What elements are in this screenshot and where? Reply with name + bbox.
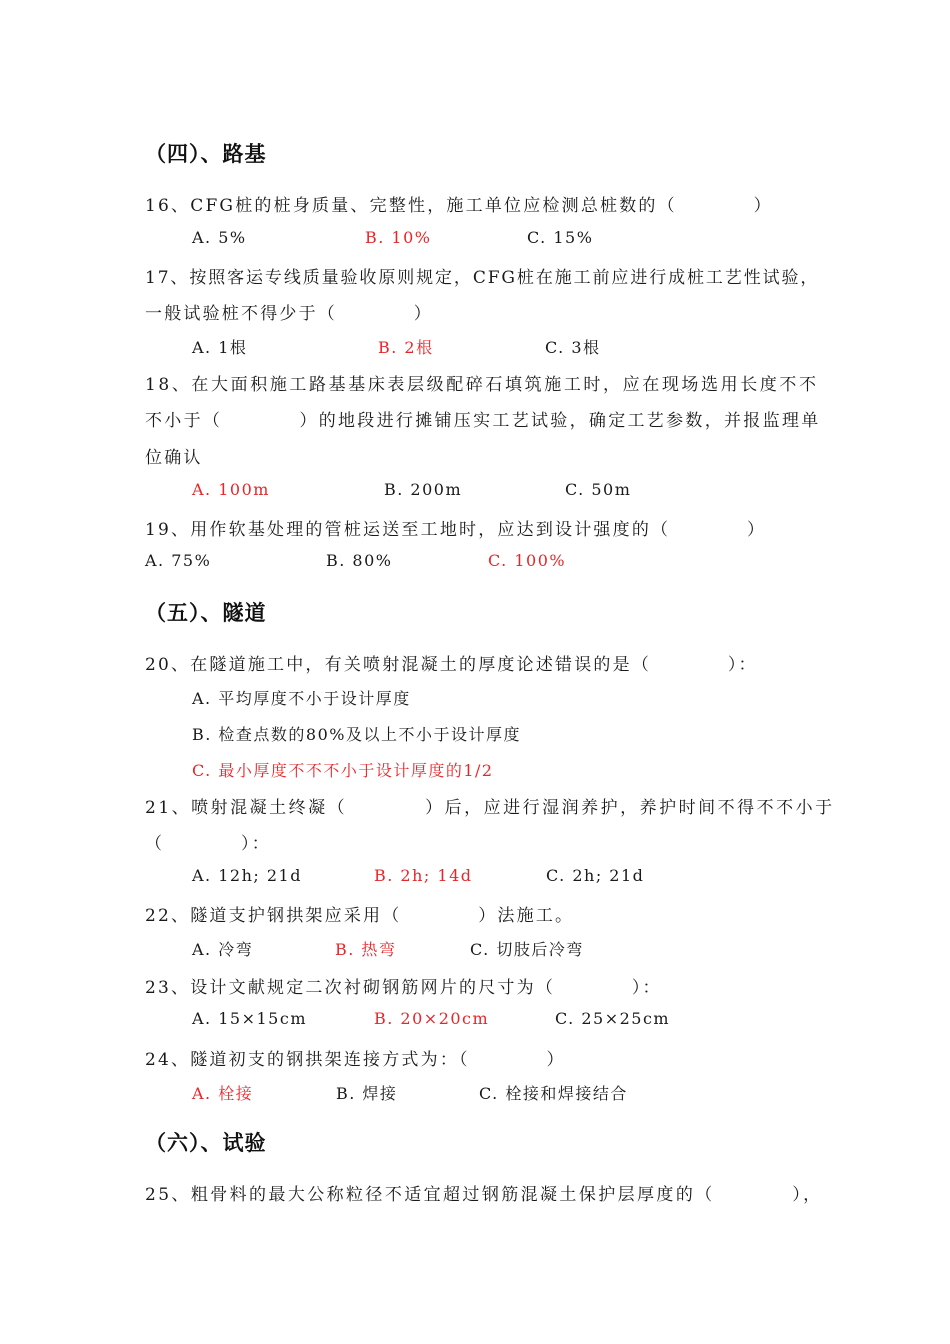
- question-23-option-b: B. 20×20cm: [374, 1009, 490, 1028]
- question-22-option-c: C. 切肢后冷弯: [470, 940, 584, 959]
- question-24-option-b: B. 焊接: [336, 1084, 398, 1103]
- question-24-option-c: C. 栓接和焊接结合: [479, 1084, 628, 1103]
- question-20-option-b: B. 检查点数的80%及以上不小于设计厚度: [192, 725, 521, 744]
- question-19-option-a: A. 75%: [145, 551, 212, 570]
- question-22-option-b: B. 热弯: [335, 940, 397, 959]
- question-21-option-a: A. 12h; 21d: [192, 866, 302, 885]
- question-21-option-c: C. 2h; 21d: [546, 866, 645, 885]
- question-17-option-a: A. 1根: [192, 338, 248, 357]
- question-18-text-line2: 不小于（ ）的地段进行摊铺压实工艺试验，确定工艺参数，并报监理单: [145, 411, 821, 431]
- question-18-option-a: A. 100m: [192, 480, 270, 499]
- question-21-text-line1: 21、喷射混凝土终凝（ ）后，应进行湿润养护，养护时间不得不不小于: [145, 798, 835, 818]
- question-23-option-c: C. 25×25cm: [555, 1009, 671, 1028]
- question-16-option-c: C. 15%: [527, 228, 594, 247]
- question-18-text-line1: 18、在大面积施工路基基床表层级配碎石填筑施工时，应在现场选用长度不不: [145, 375, 819, 395]
- section-heading-testing: （六）、试验: [145, 1131, 267, 1155]
- question-20-option-c: C. 最小厚度不不不小于设计厚度的1/2: [192, 761, 494, 780]
- section-heading-roadbed: （四）、路基: [145, 142, 267, 166]
- question-21-option-b: B. 2h; 14d: [374, 866, 473, 885]
- section-heading-tunnel: （五）、隧道: [145, 601, 267, 625]
- question-24-option-a: A. 栓接: [192, 1084, 254, 1103]
- question-16-option-a: A. 5%: [192, 228, 247, 247]
- question-17-option-b: B. 2根: [378, 338, 434, 357]
- question-19-text: 19、用作软基处理的管桩运送至工地时，应达到设计强度的（ ）: [145, 520, 767, 540]
- question-22-text: 22、隧道支护钢拱架应采用（ ）法施工。: [145, 906, 575, 926]
- question-18-option-b: B. 200m: [384, 480, 463, 499]
- question-24-text: 24、隧道初支的钢拱架连接方式为：（ ）: [145, 1050, 566, 1070]
- question-17-option-c: C. 3根: [545, 338, 601, 357]
- question-23-option-a: A. 15×15cm: [192, 1009, 307, 1028]
- question-25-text: 25、粗骨料的最大公称粒径不适宜超过钢筋混凝土保护层厚度的（ ），: [145, 1185, 823, 1205]
- question-18-option-c: C. 50m: [565, 480, 632, 499]
- question-17-text-line2: 一般试验桩不得少于（ ）: [145, 304, 433, 324]
- question-19-option-c: C. 100%: [488, 551, 567, 570]
- question-20-option-a: A. 平均厚度不小于设计厚度: [192, 689, 411, 708]
- question-17-text-line1: 17、按照客运专线质量验收原则规定，CFG桩在施工前应进行成桩工艺性试验，: [145, 268, 820, 288]
- question-16-text: 16、CFG桩的桩身质量、完整性，施工单位应检测总桩数的（ ）: [145, 196, 773, 216]
- question-22-option-a: A. 冷弯: [192, 940, 254, 959]
- question-21-text-line2: （ ）：: [145, 834, 271, 854]
- question-18-text-line3: 位确认: [145, 448, 203, 468]
- question-23-text: 23、设计文献规定二次衬砌钢筋网片的尺寸为（ ）：: [145, 978, 662, 998]
- question-19-option-b: B. 80%: [326, 551, 393, 570]
- question-20-text: 20、在隧道施工中，有关喷射混凝土的厚度论述错误的是（ ）：: [145, 655, 758, 675]
- question-16-option-b: B. 10%: [365, 228, 432, 247]
